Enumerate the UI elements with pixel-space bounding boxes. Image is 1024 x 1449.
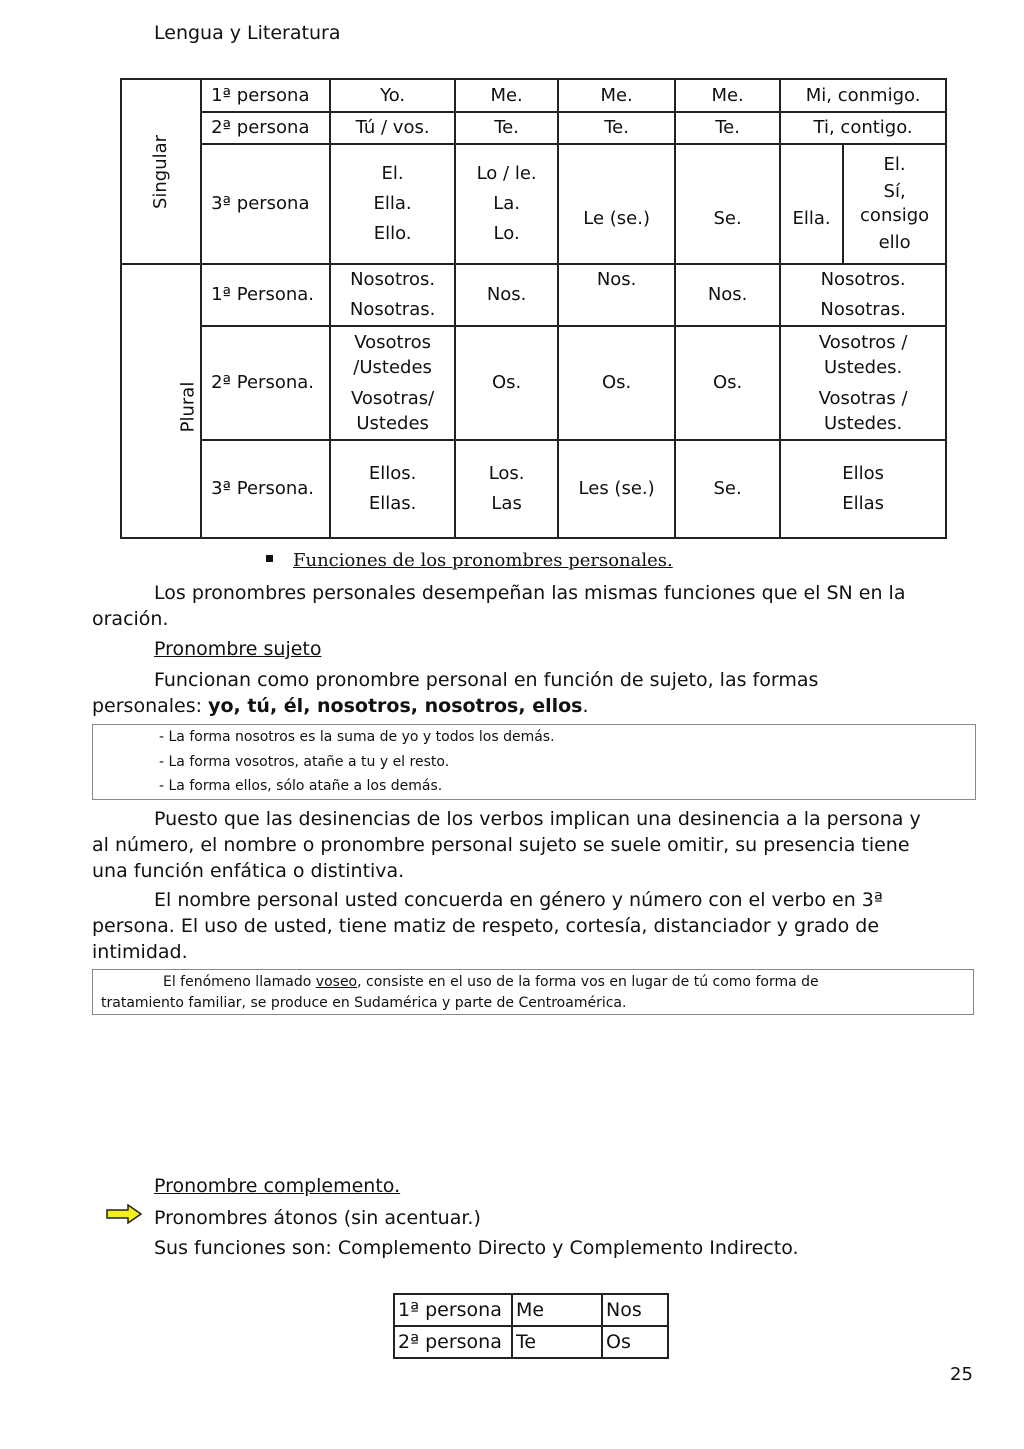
table-cell: Los. Las — [455, 440, 558, 538]
page-number: 25 — [950, 1364, 973, 1385]
table-row — [394, 1326, 668, 1358]
table-cell: 1ª Persona. — [201, 264, 330, 326]
table-cell: Se. — [675, 144, 780, 264]
table-cell: 2ª Persona. — [201, 326, 330, 440]
square-bullet-icon — [266, 555, 273, 562]
table-cell: Nosotros. Nosotras. — [330, 264, 455, 326]
table-cell: Nosotros. Nosotras. — [780, 264, 946, 326]
table-cell: Vosotros /Ustedes Vosotras/ Ustedes — [330, 326, 455, 440]
line-funciones: Sus funciones son: Complemento Directo y Complemento Indirecto. — [154, 1237, 799, 1259]
plural-group-label: Plural — [121, 264, 201, 538]
paragraph-usted: El nombre personal usted concuerda en género y número con el verbo en 3ª persona. El uso de usted, tiene matiz de respeto, cortesía, distanciador y grado de intimidad. — [92, 889, 883, 963]
table-cell: 3ª persona — [201, 144, 330, 264]
table-cell: Me. — [455, 79, 558, 112]
table-row — [121, 264, 946, 326]
table-cell: 1ª persona — [394, 1294, 512, 1326]
atonos-table — [393, 1293, 669, 1359]
table-cell: Vosotros / Ustedes. Vosotras / Ustedes. — [780, 326, 946, 440]
table-cell: Os — [602, 1326, 668, 1358]
table-row — [121, 440, 946, 538]
heading-sujeto: Pronombre sujeto — [154, 638, 322, 660]
table-cell: Nos. — [558, 264, 675, 326]
table-row — [121, 144, 946, 264]
table-cell: Les (se.) — [558, 440, 675, 538]
pronoun-table — [120, 78, 947, 539]
table-row — [394, 1294, 668, 1326]
table-cell: Me. — [675, 79, 780, 112]
table-cell: El. Sí, consigo ello — [843, 144, 946, 264]
voseo-box: El fenómeno llamado voseo, consiste en el uso de la forma vos en lugar de tú como forma de tratamiento familiar, se produce en Sudamérica y parte de Centroamérica. — [92, 969, 974, 1015]
table-cell: 2ª persona — [201, 112, 330, 144]
table-cell: 1ª persona — [201, 79, 330, 112]
table-cell: Nos. — [675, 264, 780, 326]
table-cell: 3ª Persona. — [201, 440, 330, 538]
table-cell: Te. — [455, 112, 558, 144]
paragraph-functions: Los pronombres personales desempeñan las mismas funciones que el SN en la oración. — [92, 582, 906, 630]
table-cell: Me. — [558, 79, 675, 112]
table-cell: Os. — [558, 326, 675, 440]
table-cell: Os. — [675, 326, 780, 440]
paragraph-sujeto: Funcionan como pronombre personal en función de sujeto, las formas personales: yo, tú, él, nosotros, nosotros, ellos. — [92, 669, 819, 717]
table-cell: Mi, conmigo. — [780, 79, 946, 112]
table-cell: Te. — [558, 112, 675, 144]
table-cell: Ella. — [780, 144, 843, 264]
table-cell: El. Ella. Ello. — [330, 144, 455, 264]
table-cell: 2ª persona — [394, 1326, 512, 1358]
table-cell: Nos. — [455, 264, 558, 326]
table-row — [121, 326, 946, 440]
table-row — [121, 79, 946, 112]
table-cell: Tú / vos. — [330, 112, 455, 144]
table-cell: Le (se.) — [558, 144, 675, 264]
table-cell: Ellos. Ellas. — [330, 440, 455, 538]
table-cell: Te — [512, 1326, 602, 1358]
table-cell: Yo. — [330, 79, 455, 112]
table-cell: Ti, contigo. — [780, 112, 946, 144]
note-box: - La forma nosotros es la suma de yo y todos los demás. - La forma vosotros, atañe a tu y el resto. - La forma ellos, sólo atañe a los demás. — [92, 724, 976, 800]
singular-group-label: Singular — [121, 79, 201, 264]
heading-complemento: Pronombre complemento. — [154, 1175, 401, 1197]
table-cell: Nos — [602, 1294, 668, 1326]
line-atonos: Pronombres átonos (sin acentuar.) — [154, 1207, 481, 1229]
table-cell: Ellos Ellas — [780, 440, 946, 538]
table-row — [121, 112, 946, 144]
table-cell: Os. — [455, 326, 558, 440]
paragraph-desinencias: Puesto que las desinencias de los verbos implican una desinencia a la persona y al número, el nombre o pronombre personal sujeto se suele omitir, su presencia tiene una función enfática o distintiva. — [92, 808, 921, 882]
page-header: Lengua y Literatura — [154, 22, 341, 44]
table-cell: Te. — [675, 112, 780, 144]
table-cell: Lo / le. La. Lo. — [455, 144, 558, 264]
table-cell: Se. — [675, 440, 780, 538]
section-title: Funciones de los pronombres personales. — [266, 550, 673, 571]
table-cell: Me — [512, 1294, 602, 1326]
